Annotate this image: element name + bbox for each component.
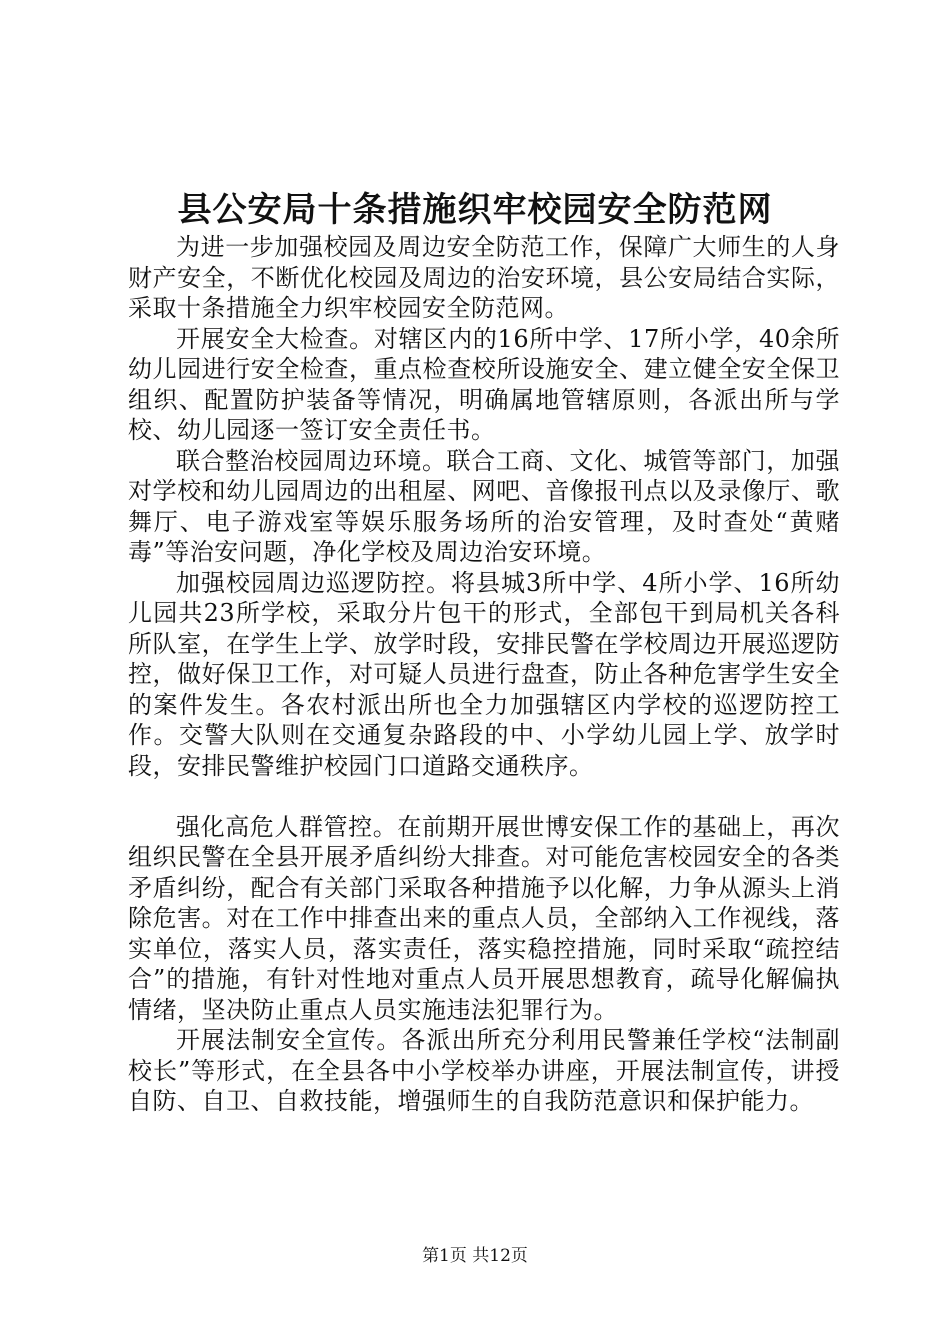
document-title: 县公安局十条措施织牢校园安全防范网 xyxy=(177,190,773,230)
paragraph-legal-publicity: 开展法制安全宣传。各派出所充分利用民警兼任学校“法制副校长”等形式，在全县各中小学校举办讲座，开展法制宣传，讲授自防、自卫、自救技能，增强师生的自我防范意识和保护能力。 xyxy=(128,1026,840,1115)
page-number-footer: 第1页 共12页 xyxy=(422,1246,528,1266)
paragraph-intro: 为进一步加强校园及周边安全防范工作，保障广大师生的人身财产安全，不断优化校园及周边的治安环境，县公安局结合实际，采取十条措施全力织牢校园安全防范网。 xyxy=(128,233,840,322)
paragraph-environment-rectification: 联合整治校园周边环境。联合工商、文化、城管等部门，加强对学校和幼儿园周边的出租屋、网吧、音像报刊点以及录像厅、歌舞厅、电子游戏室等娱乐服务场所的治安管理，及时查处“黄赌毒”等治安问题，净化学校及周边治安环境。 xyxy=(128,446,840,566)
paragraph-high-risk-control: 强化高危人群管控。在前期开展世博安保工作的基础上，再次组织民警在全县开展矛盾纠纷大排查。对可能危害校园安全的各类矛盾纠纷，配合有关部门采取各种措施予以化解，力争从源头上消除危害。对在工作中排查出来的重点人员，全部纳入工作视线，落实单位，落实人员，落实责任，落实稳控措施，同时采取“疏控结合”的措施，有针对性地对重点人员开展思想教育，疏导化解偏执情绪，坚决防止重点人员实施违法犯罪行为。 xyxy=(128,812,840,1024)
paragraph-safety-inspection: 开展安全大检查。对辖区内的16所中学、17所小学，40余所幼儿园进行安全检查，重点检查校所设施安全、建立健全安全保卫组织、配置防护装备等情况，明确属地管辖原则，各派出所与学校、幼儿园逐一签订安全责任书。 xyxy=(128,324,840,444)
paragraph-patrol-control: 加强校园周边巡逻防控。将县城3所中学、4所小学、16所幼儿园共23所学校，采取分片包干的形式，全部包干到局机关各科所队室，在学生上学、放学时段，安排民警在学校周边开展巡逻防控，做好保卫工作，对可疑人员进行盘查，防止各种危害学生安全的案件发生。各农村派出所也全力加强辖区内学校的巡逻防控工作。交警大队则在交通复杂路段的中、小学幼儿园上学、放学时段，安排民警维护校园门口道路交通秩序。 xyxy=(128,568,840,780)
document-body xyxy=(128,232,840,1117)
